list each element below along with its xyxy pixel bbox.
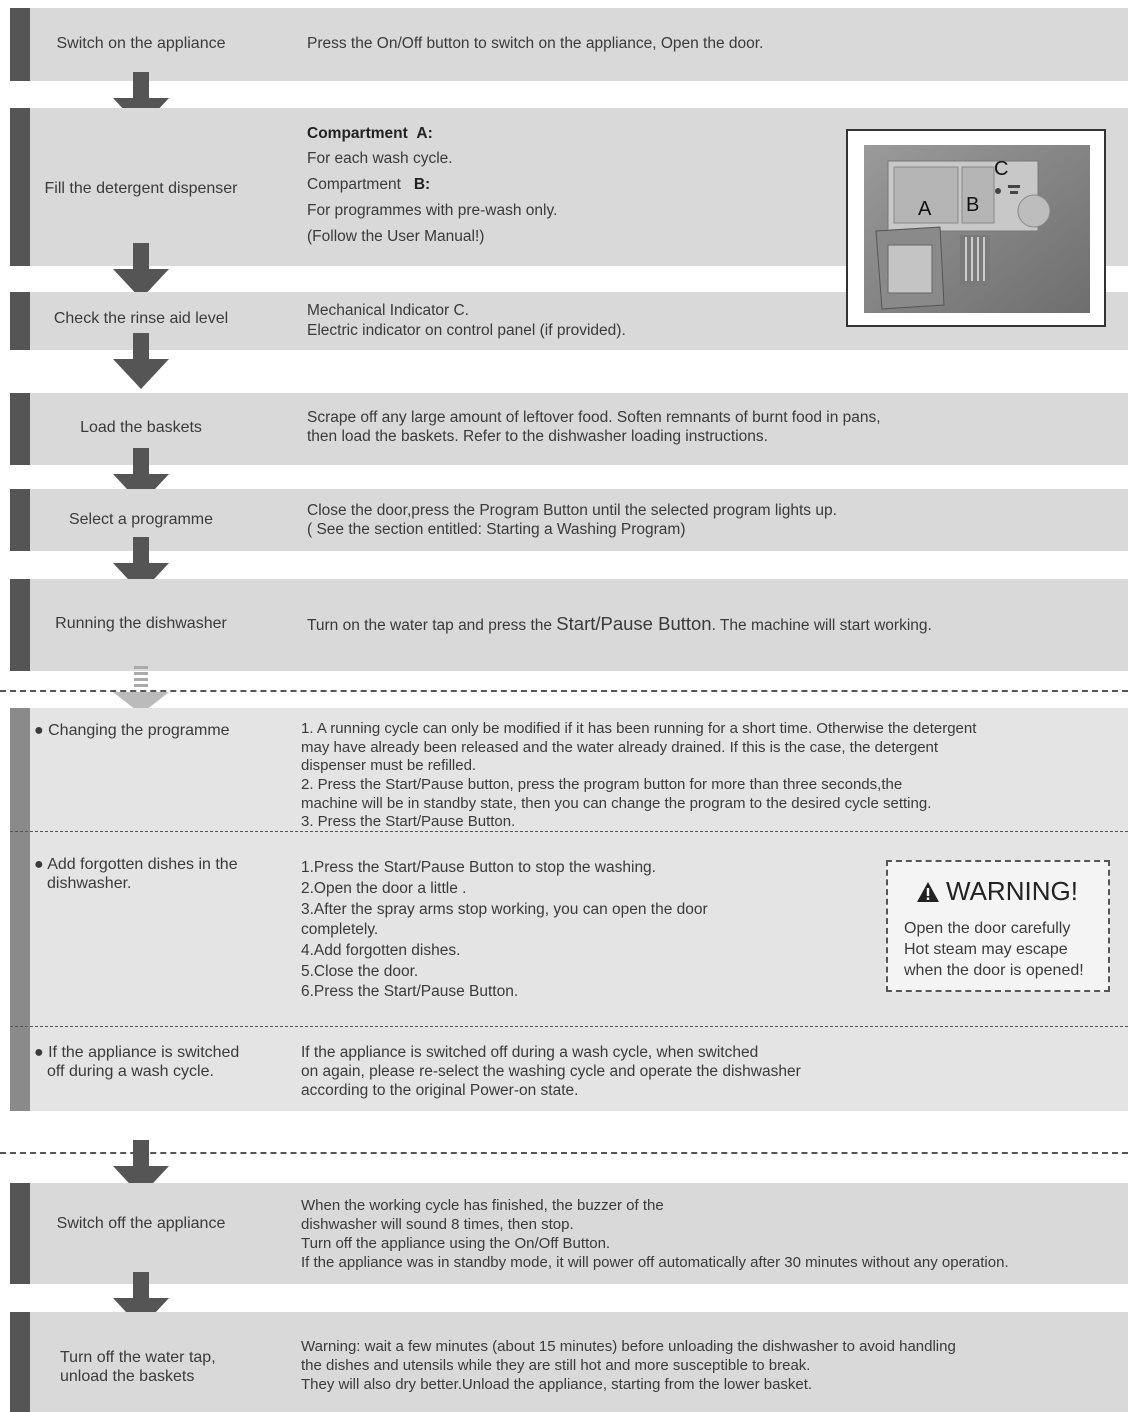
- compartment-letter: A:: [416, 125, 433, 142]
- warning-triangle-icon: [916, 881, 940, 903]
- dashed-separator: [0, 1152, 1128, 1154]
- step-bar: [10, 393, 30, 465]
- step-description: then load the baskets. Refer to the dishwasher loading instructions.: [307, 428, 768, 445]
- step-description: Warning: wait a few minutes (about 15 minutes) before unloading the dishwasher to avoid handling: [301, 1338, 956, 1355]
- step-bar: [10, 8, 30, 81]
- step-description: They will also dry better.Unload the appliance, starting from the lower basket.: [301, 1376, 813, 1393]
- step-bar: [10, 489, 30, 551]
- warning-heading: [916, 876, 1078, 907]
- dashed-separator: [0, 690, 1128, 692]
- step-description: (Follow the User Manual!): [307, 228, 485, 245]
- note-title-line2: off during a wash cycle.: [47, 1063, 214, 1080]
- step-description: For each wash cycle.: [307, 150, 453, 167]
- step-description: dishwasher will sound 8 times, then stop.: [301, 1216, 574, 1233]
- warning-text: [904, 918, 1084, 981]
- note-line: 1.Press the Start/Pause Button to stop the washing.: [301, 859, 656, 876]
- step-label: Load the baskets: [80, 419, 202, 436]
- dashed-separator: [10, 1026, 1128, 1027]
- running-text-post: . The machine will start working.: [711, 617, 932, 634]
- note-changing-programme: ● Changing the programme: [34, 722, 230, 739]
- step-label: Switch on the appliance: [56, 35, 226, 52]
- step-description: If the appliance was in standby mode, it will power off automatically after 30 minutes without any operation.: [301, 1254, 1009, 1271]
- note-line: 5.Close the door.: [301, 963, 419, 980]
- note-title-line2: dishwasher.: [47, 875, 132, 892]
- note-title: Changing the programme: [48, 722, 230, 739]
- warning-line: when the door is opened!: [904, 962, 1084, 979]
- note-line: according to the original Power-on state.: [301, 1082, 579, 1099]
- note-line: dispenser must be refilled.: [301, 757, 477, 774]
- step-description: When the working cycle has finished, the buzzer of the: [301, 1197, 664, 1214]
- note-line: 3. Press the Start/Pause Button.: [301, 813, 516, 830]
- step-description: Scrape off any large amount of leftover food. Soften remnants of burnt food in pans,: [307, 409, 881, 426]
- step-label: Select a programme: [68, 511, 214, 528]
- section-bar: [10, 708, 30, 1111]
- start-pause-button-text: Start/Pause Button: [556, 613, 712, 634]
- label-a: A: [918, 198, 932, 220]
- mechanical-indicator-label: Mechanical Indicator C.: [307, 302, 469, 319]
- compartment-word: Compartment: [307, 125, 408, 142]
- note-line: completely.: [301, 921, 379, 938]
- dashed-separator: [10, 831, 1128, 832]
- note-line: 3.After the spray arms stop working, you can open the door: [301, 901, 708, 918]
- note-switched-off: ● If the appliance is switched: [34, 1044, 240, 1061]
- step-bar: [10, 579, 30, 671]
- note-line: 6.Press the Start/Pause Button.: [301, 983, 519, 1000]
- step-label: Check the rinse aid level: [53, 310, 229, 327]
- step-bar: [10, 292, 30, 350]
- label-b: B: [966, 194, 980, 216]
- note-line: 4.Add forgotten dishes.: [301, 942, 461, 959]
- note-title: If the appliance is switched: [48, 1044, 240, 1061]
- step-description: ( See the section entitled: Starting a Washing Program): [307, 521, 686, 538]
- compartment-a-heading: [307, 124, 433, 143]
- step-label: Fill the detergent dispenser: [44, 180, 238, 197]
- note-line: 2.Open the door a little .: [301, 880, 467, 897]
- step-description: Electric indicator on control panel (if provided).: [307, 322, 626, 339]
- down-arrow-icon: [113, 243, 169, 299]
- note-line: machine will be in standby state, then you can change the program to the desired cycle setting.: [301, 795, 932, 812]
- step-description: the dishes and utensils while they are still hot and more susceptible to break.: [301, 1357, 811, 1374]
- step-description: For programmes with pre-wash only.: [307, 202, 558, 219]
- note-line: 1. A running cycle can only be modified if it has been running for a short time. Otherwise the detergent: [301, 720, 977, 737]
- compartment-letter: B:: [413, 176, 431, 193]
- note-line: may have already been released and the water already drained. If this is the case, the detergent: [301, 739, 939, 756]
- step-description: Close the door,press the Program Button until the selected program lights up.: [307, 502, 837, 519]
- step-bar: [10, 1312, 30, 1412]
- step-label: unload the baskets: [60, 1368, 195, 1385]
- note-line: on again, please re-select the washing cycle and operate the dishwasher: [301, 1063, 801, 1080]
- compartment-word: Compartment: [307, 176, 401, 193]
- warning-line: Open the door carefully: [904, 920, 1071, 937]
- note-title: Add forgotten dishes in the: [47, 856, 238, 873]
- step-bar: [10, 108, 30, 266]
- label-c: C: [994, 158, 1009, 180]
- step-label: Switch off the appliance: [56, 1215, 226, 1232]
- dispenser-illustration: [848, 131, 1104, 325]
- compartment-b-heading: [307, 175, 430, 194]
- warning-box: [886, 860, 1110, 992]
- step-label: Running the dishwasher: [55, 615, 227, 632]
- step-description: Turn off the appliance using the On/Off Button.: [301, 1235, 611, 1252]
- warning-title: WARNING!: [946, 876, 1078, 906]
- note-line: 2. Press the Start/Pause button, press the program button for more than three seconds,the: [301, 776, 903, 793]
- note-add-forgotten-dishes: ● Add forgotten dishes in the: [34, 856, 238, 873]
- detergent-dispenser-photo: [846, 129, 1106, 327]
- step-label: Turn off the water tap,: [60, 1349, 216, 1366]
- step-bar: [10, 1183, 30, 1284]
- note-line: If the appliance is switched off during a wash cycle, when switched: [301, 1044, 759, 1061]
- warning-line: Hot steam may escape: [904, 941, 1068, 958]
- running-text-pre: Turn on the water tap and press the: [307, 617, 557, 634]
- step-description: [307, 614, 932, 635]
- step-description: Press the On/Off button to switch on the appliance, Open the door.: [307, 35, 764, 52]
- down-arrow-icon: [113, 333, 169, 389]
